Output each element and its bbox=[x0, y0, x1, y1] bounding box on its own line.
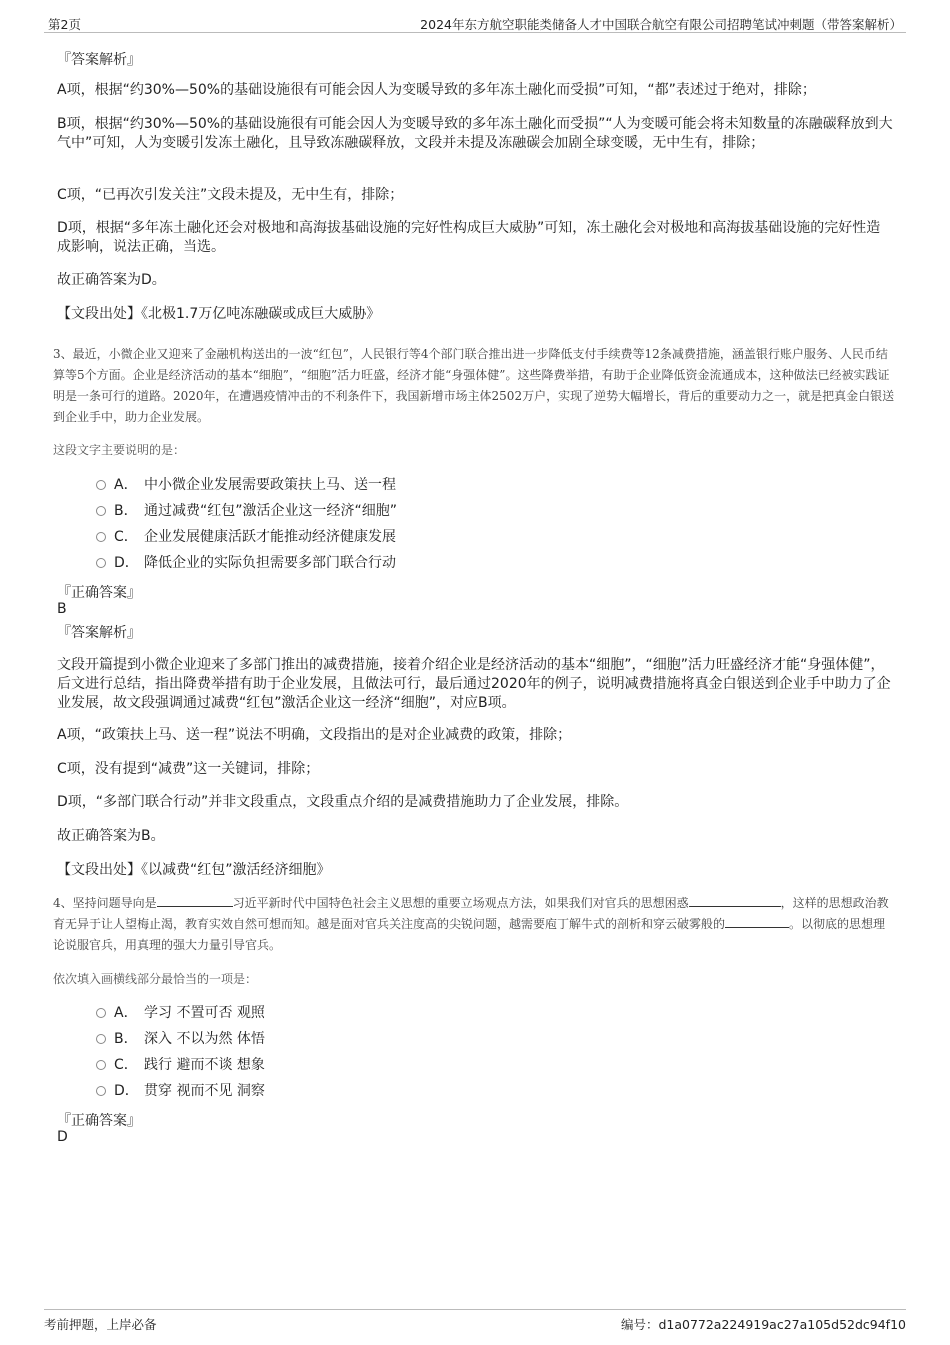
q4-answer: D bbox=[57, 1129, 68, 1145]
radio-icon[interactable] bbox=[96, 1086, 106, 1096]
q2-conclusion: 故正确答案为D。 bbox=[57, 272, 166, 288]
q2-analysis-c: C项，“已再次引发关注”文段未提及，无中生有，排除； bbox=[57, 187, 404, 203]
q4-question-text: 4、坚持问题导向是 习近平新时代中国特色社会主义思想的重要立场观点方法，如果我们对官兵的思想困惑 ，这样的思想政治教育无异于让人望梅止渴，教育实效自然可想而知。越是面对官兵关注度高的尖锐问题，越需要庖丁解牛式的剖析和穿云破雾般的 。以彻底的思想理论说服官兵，用真理的强大力量引导官兵。 bbox=[53, 896, 889, 952]
q3-conclusion: 故正确答案为B。 bbox=[57, 828, 165, 844]
q3-answer: B bbox=[57, 601, 67, 617]
q4-option-b[interactable]: B． 深入 不以为然 体悟 bbox=[96, 1029, 265, 1049]
radio-icon[interactable] bbox=[96, 1008, 106, 1018]
q3-analysis-d: D项，“多部门联合行动”并非文段重点，文段重点介绍的是减费措施助力了企业发展，排除。 bbox=[57, 794, 629, 810]
page-number: 第2页 bbox=[48, 17, 81, 32]
q3-analysis-label: 『答案解析』 bbox=[57, 625, 141, 641]
q4-option-d[interactable]: D． 贯穿 视而不见 洞察 bbox=[96, 1081, 265, 1101]
page-footer bbox=[44, 1309, 906, 1334]
q3-analysis-c: C项，没有提到“减费”这一关键词，排除； bbox=[57, 761, 320, 777]
q3-prompt: 这段文字主要说明的是： bbox=[53, 443, 186, 457]
q3-analysis-a: A项，“政策扶上马、送一程”说法不明确，文段指出的是对企业减费的政策，排除； bbox=[57, 727, 572, 743]
fill-blank-3 bbox=[725, 915, 789, 928]
radio-icon[interactable] bbox=[96, 1060, 106, 1070]
q2-analysis-b: B项，根据“约30%—50%的基础设施很有可能会因人为变暖导致的多年冻土融化而受损”“人为变暖可能会将未知数量的冻融碳释放到大气中”可知，人为变暖引发冻土融化，且导致冻融碳释放，文段并未提及冻融碳会加剧全球变暖，无中生有，排除； bbox=[57, 116, 893, 151]
q3-option-b[interactable]: B． 通过减费“红包”激活企业这一经济“细胞” bbox=[96, 501, 397, 521]
radio-icon[interactable] bbox=[96, 1034, 106, 1044]
footer-slogan: 考前押题，上岸必备 bbox=[44, 1317, 157, 1332]
q2-analysis-a: A项，根据“约30%—50%的基础设施很有可能会因人为变暖导致的多年冻土融化而受损”可知，“都”表述过于绝对，排除； bbox=[57, 82, 816, 98]
radio-icon[interactable] bbox=[96, 506, 106, 516]
fill-blank-2 bbox=[689, 894, 781, 907]
radio-icon[interactable] bbox=[96, 480, 106, 490]
q3-question-text: 3、最近，小微企业又迎来了金融机构送出的一波“红包”，人民银行等4个部门联合推出进一步降低支付手续费等12条减费措施，涵盖银行账户服务、人民币结算等5个方面。企业是经济活动的基本“细胞”，“细胞”活力旺盛，经济才能“身强体健”。这些降费举措，有助于企业降低资金流通成本，这种做法已经被实践证明是一条可行的道路。2020年，在遭遇疫情冲击的不利条件下，我国新增市场主体2502万户，实现了逆势大幅增长，背后的重要动力之一，就是把真金白银送到企业手中，助力企业发展。 bbox=[53, 347, 895, 424]
radio-icon[interactable] bbox=[96, 558, 106, 568]
fill-blank-1 bbox=[157, 894, 233, 907]
radio-icon[interactable] bbox=[96, 532, 106, 542]
q2-analysis-label: 『答案解析』 bbox=[57, 52, 141, 68]
q3-option-c[interactable]: C． 企业发展健康活跃才能推动经济健康发展 bbox=[96, 527, 396, 547]
document-id: 编号：d1a0772a224919ac27a105d52dc94f10 bbox=[620, 1317, 906, 1332]
q4-option-a[interactable]: A． 学习 不置可否 观照 bbox=[96, 1003, 265, 1023]
q3-answer-label: 『正确答案』 bbox=[57, 585, 141, 601]
q2-source: 【文段出处】《北极1.7万亿吨冻融碳或成巨大威胁》 bbox=[57, 306, 381, 322]
q3-source: 【文段出处】《以减费“红包”激活经济细胞》 bbox=[57, 862, 331, 878]
q2-analysis-d: D项，根据“多年冻土融化还会对极地和高海拔基础设施的完好性构成巨大威胁”可知，冻土融化会对极地和高海拔基础设施的完好性造成影响，说法正确，当选。 bbox=[57, 220, 881, 255]
q3-option-a[interactable]: A． 中小微企业发展需要政策扶上马、送一程 bbox=[96, 475, 396, 495]
page-header bbox=[44, 14, 906, 33]
q3-option-d[interactable]: D． 降低企业的实际负担需要多部门联合行动 bbox=[96, 553, 396, 573]
q4-option-c[interactable]: C． 践行 避而不谈 想象 bbox=[96, 1055, 265, 1075]
document-title: 2024年东方航空职能类储备人才中国联合航空有限公司招聘笔试冲刺题（带答案解析） bbox=[420, 17, 902, 32]
q3-analysis: 文段开篇提到小微企业迎来了多部门推出的减费措施，接着介绍企业是经济活动的基本“细胞”，“细胞”活力旺盛经济才能“身强体健”，后文进行总结，指出降费举措有助于企业发展，且做法可行，最后通过2020年的例子，说明减费措施将真金白银送到企业手中助力了企业发展，故文段强调通过减费“红包”激活企业这一经济“细胞”，对应B项。 bbox=[57, 657, 891, 711]
q4-answer-label: 『正确答案』 bbox=[57, 1113, 141, 1129]
q4-prompt: 依次填入画横线部分最恰当的一项是： bbox=[53, 972, 258, 986]
